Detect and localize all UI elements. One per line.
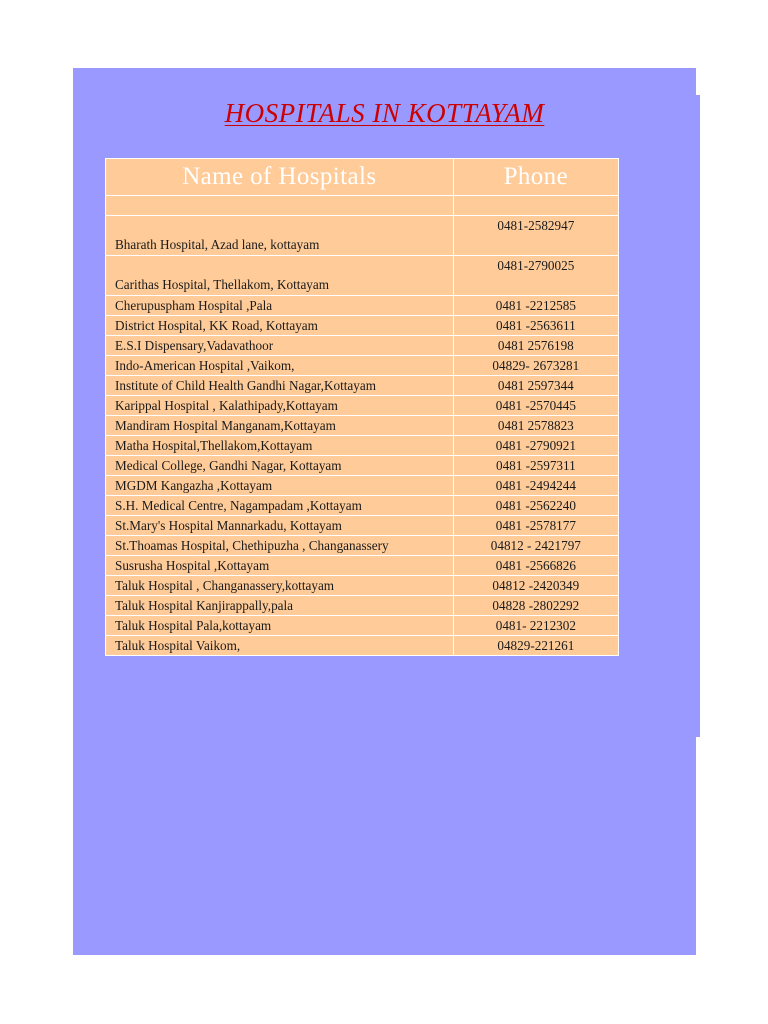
hospital-phone-cell: 0481-2790025 <box>453 256 618 296</box>
table-row <box>106 316 619 336</box>
table-row <box>106 516 619 536</box>
hospital-phone-cell: 0481 -2562240 <box>453 496 618 516</box>
column-header-name: Name of Hospitals <box>106 159 454 196</box>
hospital-phone-cell: 0481 -2597311 <box>453 456 618 476</box>
column-header-phone: Phone <box>453 159 618 196</box>
table-row <box>106 356 619 376</box>
hospital-name-cell: Cherupuspham Hospital ,Pala <box>106 296 454 316</box>
table-row <box>106 396 619 416</box>
hospital-name-cell: St.Thoamas Hospital, Chethipuzha , Changanassery <box>106 536 454 556</box>
page-edge <box>696 95 700 737</box>
hospital-phone-cell: 0481 -2494244 <box>453 476 618 496</box>
hospital-phone-cell: 04829-221261 <box>453 636 618 656</box>
hospital-phone-cell: 0481 -2212585 <box>453 296 618 316</box>
table-row <box>106 616 619 636</box>
document-page <box>73 68 696 955</box>
table-row <box>106 636 619 656</box>
hospital-phone-cell: 04828 -2802292 <box>453 596 618 616</box>
hospital-name-cell: Susrusha Hospital ,Kottayam <box>106 556 454 576</box>
hospital-name-cell: Taluk Hospital , Changanassery,kottayam <box>106 576 454 596</box>
hospital-name-cell: St.Mary's Hospital Mannarkadu, Kottayam <box>106 516 454 536</box>
hospital-name-cell: E.S.I Dispensary,Vadavathoor <box>106 336 454 356</box>
hospital-phone-cell: 0481 -2566826 <box>453 556 618 576</box>
hospital-name-cell: Mandiram Hospital Manganam,Kottayam <box>106 416 454 436</box>
table-row <box>106 376 619 396</box>
hospital-name-cell: Taluk Hospital Pala,kottayam <box>106 616 454 636</box>
table-cell-blank <box>106 196 454 216</box>
hospital-phone-cell: 0481-2582947 <box>453 216 618 256</box>
table-row <box>106 416 619 436</box>
hospital-phone-cell: 0481 2597344 <box>453 376 618 396</box>
hospital-phone-cell: 04812 -2420349 <box>453 576 618 596</box>
table-row <box>106 496 619 516</box>
table-row <box>106 536 619 556</box>
table-row-blank <box>106 196 619 216</box>
hospital-name-cell: Taluk Hospital Vaikom, <box>106 636 454 656</box>
table-row <box>106 456 619 476</box>
hospital-name-cell: Bharath Hospital, Azad lane, kottayam <box>106 216 454 256</box>
hospital-name-cell: District Hospital, KK Road, Kottayam <box>106 316 454 336</box>
hospital-phone-cell: 0481- 2212302 <box>453 616 618 636</box>
hospital-phone-cell: 0481 -2790921 <box>453 436 618 456</box>
table-cell-blank <box>453 196 618 216</box>
table-row <box>106 596 619 616</box>
hospital-phone-cell: 0481 -2563611 <box>453 316 618 336</box>
table-row <box>106 476 619 496</box>
hospital-phone-cell: 0481 -2578177 <box>453 516 618 536</box>
table-row <box>106 556 619 576</box>
page-title-text: HOSPITALS IN KOTTAYAM <box>224 98 545 128</box>
hospital-name-cell: Medical College, Gandhi Nagar, Kottayam <box>106 456 454 476</box>
hospital-name-cell: Taluk Hospital Kanjirappally,pala <box>106 596 454 616</box>
hospital-name-cell: Matha Hospital,Thellakom,Kottayam <box>106 436 454 456</box>
hospital-phone-cell: 0481 -2570445 <box>453 396 618 416</box>
hospital-name-cell: Institute of Child Health Gandhi Nagar,Kottayam <box>106 376 454 396</box>
hospital-name-cell: MGDM Kangazha ,Kottayam <box>106 476 454 496</box>
hospital-phone-cell: 04829- 2673281 <box>453 356 618 376</box>
hospital-phone-cell: 0481 2578823 <box>453 416 618 436</box>
hospital-name-cell: Karippal Hospital , Kalathipady,Kottayam <box>106 396 454 416</box>
page-title <box>73 98 696 129</box>
hospital-name-cell: Carithas Hospital, Thellakom, Kottayam <box>106 256 454 296</box>
table-header-row <box>106 159 619 196</box>
hospital-phone-cell: 04812 - 2421797 <box>453 536 618 556</box>
table-row <box>106 576 619 596</box>
hospital-name-cell: Indo-American Hospital ,Vaikom, <box>106 356 454 376</box>
hospitals-table <box>105 158 619 656</box>
table-row <box>106 436 619 456</box>
table-row <box>106 256 619 296</box>
hospital-phone-cell: 0481 2576198 <box>453 336 618 356</box>
table-row <box>106 216 619 256</box>
hospital-name-cell: S.H. Medical Centre, Nagampadam ,Kottayam <box>106 496 454 516</box>
table-row <box>106 336 619 356</box>
table-row <box>106 296 619 316</box>
table-body <box>106 196 619 656</box>
